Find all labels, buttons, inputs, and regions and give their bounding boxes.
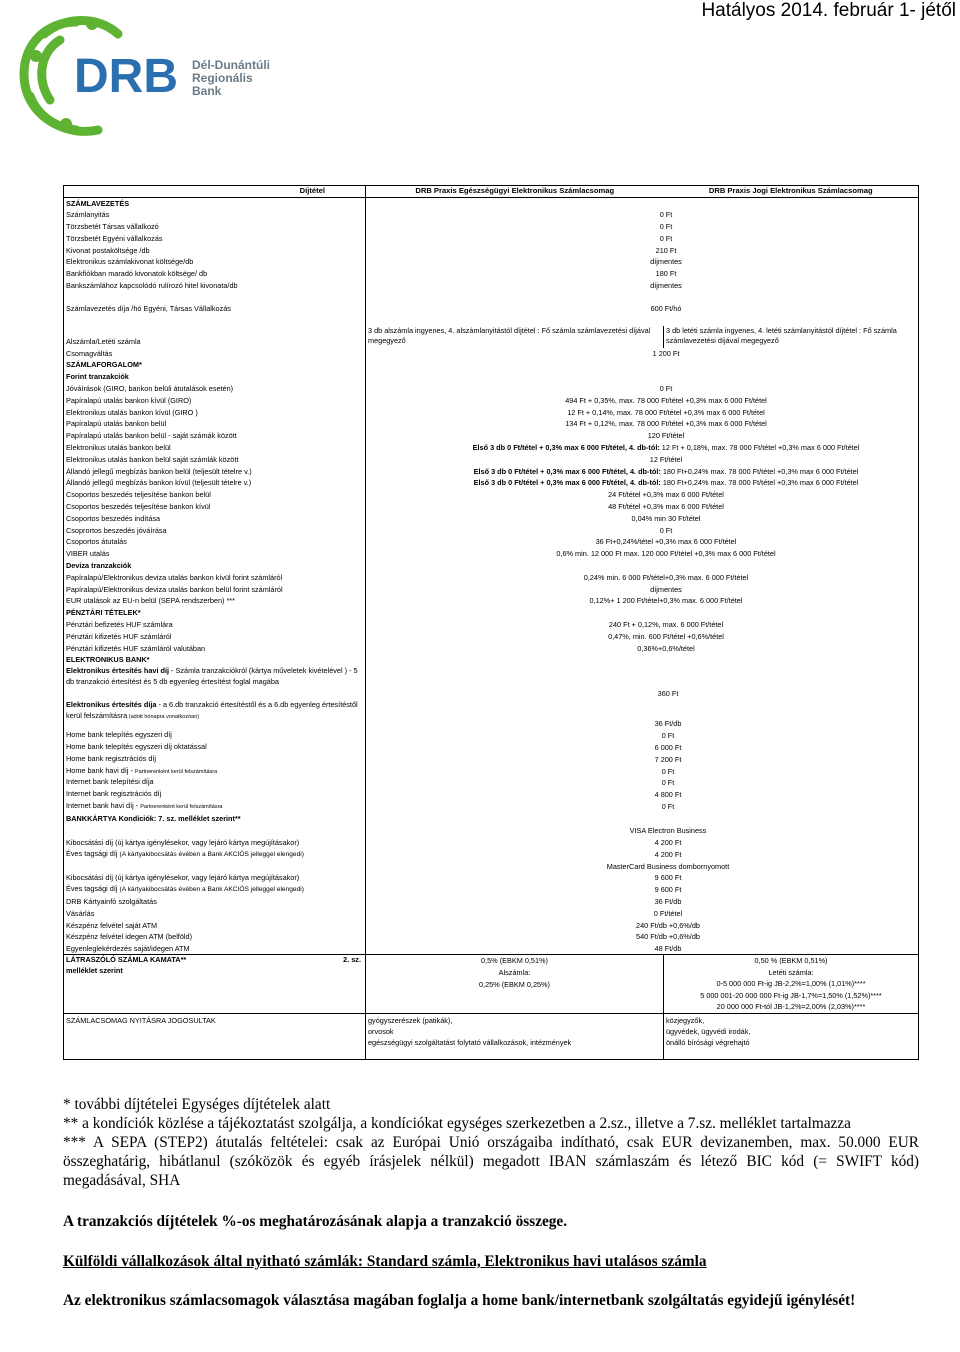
fee-label: Készpénz felvétel saját ATM [64,920,366,932]
table-row [64,920,919,932]
fee-label: Internet bank telepítési díja [64,777,366,789]
fee-value: 0,12%+ 1 200 Ft/tétel+0,3% max. 6 000 Ft/tétel [589,596,743,606]
validity-date: Hatályos 2014. február 1- jétől [701,0,956,21]
fee-value: 0 Ft [661,801,675,811]
table-row [64,643,919,655]
fee-value: 360 Ft [657,689,679,699]
fee-value: Első 3 db 0 Ft/tétel + 0,3% max 6 000 Ft/tétel, 4. db-tól: 12 Ft + 0,18%, max. 78 000 Ft/tétel +0,3% max 6 000 Ft/tétel [472,443,860,453]
cell [664,359,919,371]
cell [664,813,919,825]
fee-label: Kibocsátási díj (új kártya igénylésekor, vagy lejáró kártya megújításakor) [64,872,366,884]
fee-value: 0 Ft [659,233,673,243]
table-row [64,407,919,419]
footnote-3: *** A SEPA (STEP2) átutalás feltételei: csak az Európai Unió országaiba indítható, csak EUR devizanemben, max. 50.000 EUR összeghatárig, hibátlanul (szóközök és egyéb írásjelek nélkül) megadott IBAN számlaszám és létező BIC kód (= SWIFT kód) megadásával, SHA [63,1134,919,1189]
table-row [64,268,919,280]
table-row [64,931,919,943]
fee-label [64,825,366,837]
table-row [64,584,919,596]
fee-label: Home bank regisztrációs díj [64,754,366,766]
table-row [64,430,919,442]
cell [664,560,919,572]
fee-label: Bankszámlához kapcsolódó rulírozó hitel kivonata/db [64,280,366,292]
fee-label: Csoprortos beszedés jóváírása [64,525,366,537]
fee-value: 48 Ft/db [654,943,682,953]
fee-value: 540 Ft/db +0,6%/db [636,932,700,942]
fee-value-health: 3 db alszámla ingyenes, 4. alszámlanyitástól díjtétel : Fő számla számlavezetési díjával megegyező [368,325,651,346]
bank-name: Dél-Dunántúli Regionális Bank [192,58,270,98]
fee-label: Számlavezetés díja /hó Egyéni, Társas Vállalkozás [64,303,366,315]
table-row [64,955,919,1014]
table-row [64,860,919,872]
ebank-requirement-note: Az elektronikus számlacsomagok választása magában foglalja a home bank/internetbank szolgáltatás egyidejű igénylését! [63,1292,856,1309]
fee-label: EUR utalások az EU-n belül (SEPA rendszerben) *** [64,595,366,607]
fee-value: 0,24% min. 6 000 Ft/tétel+0,3% max. 6 000 Ft/tétel [583,572,749,582]
column-header: DRB Praxis Egészségügyi Elektronikus Számlacsomag [366,186,664,198]
cell [366,607,664,619]
fee-value: 0 Ft [661,766,675,776]
table-row [64,837,919,849]
fee-value: díjmentes [650,584,682,594]
fee-label: Kivonat postaköltsége /db [64,245,366,257]
table-row [64,896,919,908]
fee-label: Bankfiókban maradó kivonatok költsége/ db [64,268,366,280]
fee-value: 210 Ft [655,245,677,255]
fee-value: 12 Ft + 0,14%, max. 78 000 Ft/tétel +0,3% max 6 000 Ft/tétel [567,407,765,417]
fee-value: 240 Ft/db +0,6%/db [636,920,700,930]
fee-value: 4 200 Ft [654,837,682,847]
table-row [64,466,919,478]
table-row [64,303,919,315]
fee-label: SZÁMLACSOMAG NYITÁSRA JOGOSULTAK [64,1013,366,1059]
table-row [64,209,919,221]
fee-value: 4 200 Ft [654,849,682,859]
fee-label: DRB Kártyainfó szolgáltatás [64,896,366,908]
fee-label: Papíralapú utalás bankon kívül (GIRO) [64,395,366,407]
cell [64,292,366,303]
cell [664,292,919,303]
column-header: DRB Praxis Jogi Elektronikus Számlacsomag [664,186,919,198]
table-row [64,536,919,548]
section-heading: ELEKTRONIKUS BANK* [64,654,366,666]
fee-value: 36 Ft/db [654,896,682,906]
fee-value: 0 Ft [659,525,673,535]
table-row [64,326,919,348]
foreign-accounts-note: Külföldi vállalkozások által nyitható számlák: Standard számla, Elektronikus havi utalásos számla [63,1253,707,1270]
table-row [64,943,919,955]
table-row [64,700,919,730]
table-row [64,825,919,837]
fee-value: 9 600 Ft [654,885,682,895]
svg-text:DRB: DRB [74,50,178,103]
table-row [64,607,919,619]
fee-label: Számlanyitás [64,209,366,221]
table-row [64,198,919,210]
cell [366,813,664,825]
fee-label: Papíralapú/Elektronikus deviza utalás bankon belül forint számláról [64,584,366,596]
table-row [64,572,919,584]
fee-label: Kibocsátási díj (új kártya igénylésekor, vagy lejáró kártya megújításakor) [64,837,366,849]
fee-value: 0,04% min 30 Ft/tétel [631,513,701,523]
cell [366,198,664,210]
fee-value: 120 Ft/tétel [647,431,685,441]
fee-label: Éves tagsági díj (A kártyakibocsátás évében a Bank AKCIÓS jelleggel elengedi) [64,884,366,896]
fee-label: VIBER utalás [64,548,366,560]
fee-value: 0,47%, min. 600 Ft/tétel +0,6%/tétel [608,631,724,641]
fee-value: Első 3 db 0 Ft/tétel + 0,3% max 6 000 Ft/tétel, 4. db-tól: 180 Ft+0,24% max. 78 000 Ft/tétel +0,3% max 6 000 Ft/tétel [473,478,859,488]
table-row [64,525,919,537]
fee-value: 180 Ft [655,269,677,279]
fee-label: Papíralapú/Elektronikus deviza utalás bankon kívül forint számláról [64,572,366,584]
fee-label: Állandó jellegű megbízás bankon kívül (teljesült tételre v.) [64,477,366,489]
table-row [64,801,919,813]
fee-value-legal: 3 db letéti számla ingyenes, 4. letéti számlanyitástól díjtétel : Fő számla számlavezetési díjával megegyező [664,326,919,348]
table-row [64,442,919,454]
section-heading: SZÁMLAVEZETÉS [64,198,366,210]
table-row [64,454,919,466]
table-row [64,418,919,430]
table-row [64,383,919,395]
fee-value: 0 Ft [661,778,675,788]
fee-label: LÁTRASZÓLÓ SZÁMLA KAMATA** 2. sz. melléklet szerint [64,955,366,1014]
table-row [64,813,919,825]
fee-label: Törzsbetét Társas vállalkozó [64,221,366,233]
table-row [64,872,919,884]
table-row [64,315,919,326]
table-row [64,1013,919,1059]
fee-value: 36 Ft/db [654,719,682,729]
fee-label: Törzsbetét Egyéni vállalkozás [64,233,366,245]
table-row [64,789,919,801]
footnote-1: * további díjtételei Egységes díjtételek alatt [63,1096,331,1113]
fee-label: Papíralapú utalás bankon belül - saját számák között [64,430,366,442]
fee-value: Első 3 db 0 Ft/tétel + 0,3% max 6 000 Ft/tétel, 4. db-tól: 180 Ft+0,24% max. 78 000 Ft/tétel +0,3% max 6 000 Ft/tétel [473,466,859,476]
fee-value: 0,36%+0,6%/tétel [637,643,695,653]
fee-label [64,860,366,872]
cell [366,654,664,666]
fee-value: 0 Ft [659,222,673,232]
table-row [64,548,919,560]
table-row [64,849,919,861]
cell [664,198,919,210]
fee-label: Elektronikus utalás bankon kívül (GIRO ) [64,407,366,419]
table-row [64,742,919,754]
eligible-health: gyógyszerészek (patikák), orvosok egészségügyi szolgáltatást folytató vállalkozások, intézmények [366,1013,664,1059]
fee-value: VISA Electron Business [629,825,707,835]
fee-label: Pénztári kifizetés HUF számláról [64,631,366,643]
fee-value: 0,6% min. 12 000 Ft max. 120 000 Ft/tétel +0,3% max 6 000 Ft/tétel [556,549,776,559]
fee-value: 134 Ft + 0,12%, max. 78 000 Ft/tétel +0,3% max 6 000 Ft/tétel [565,419,767,429]
cell [366,315,664,326]
lending-health: 0,5% (EBKM 0,51%) Alszámla: 0,25% (EBKM 0,25%) [366,955,664,1014]
table-row [64,221,919,233]
section-heading: Deviza tranzakciók [64,560,366,572]
footnotes [63,1095,919,1310]
fee-label: Csoportos beszedés teljesítése bankon kívül [64,501,366,513]
fee-value: 494 Ft + 0,35%, max. 78 000 Ft/tétel +0,3% max 6 000 Ft/tétel [565,395,767,405]
fee-label: Home bank telepítés egyszeri díj oktatással [64,742,366,754]
table-row [64,666,919,700]
table-row [64,359,919,371]
cell [366,371,664,383]
cell [664,315,919,326]
fee-value: 4 800 Ft [654,790,682,800]
fee-label: Internet bank regisztrációs díj [64,789,366,801]
cell [64,315,366,326]
cell [664,654,919,666]
fee-label: Elektronikus értesítés havi díj - Számla tranzakciókról (kártya műveletek kivételével ) - 5 db tranzakció értesítést és 5 db egyenleg értesítést foglal magába [64,666,366,700]
table-row [64,477,919,489]
table-row [64,348,919,360]
column-header: Díjtétel [64,186,366,198]
table-row [64,619,919,631]
fee-label: Alszámla/Letéti számla [64,326,366,348]
fee-label: Pénztári befizetés HUF számlára [64,619,366,631]
table-row [64,777,919,789]
fee-label: Csoportos beszedés teljesítése bankon belül [64,489,366,501]
fee-label: Csoportos beszedés indítása [64,513,366,525]
fee-value: díjmentes [650,281,682,291]
table-row [64,256,919,268]
fee-label: Elektronikus utalás bankon belül saját számlák között [64,454,366,466]
fee-label: Csoportos átutalás [64,536,366,548]
table-row [64,754,919,766]
fee-value: 9 600 Ft [654,873,682,883]
table-row [64,489,919,501]
cell [664,371,919,383]
fee-label: Papíralapú utalás bankon belül [64,418,366,430]
table-row [64,371,919,383]
table-row [64,513,919,525]
cell [366,292,664,303]
fee-value: 1 200 Ft [652,348,680,358]
fee-label: Elektronikus utalás bankon belül [64,442,366,454]
fee-label: Pénztári kifizetés HUF számláról valutában [64,643,366,655]
fee-value: MasterCard Business dombornyomott [606,861,730,871]
section-heading: BANKKÁRTYA Kondíciók: 7. sz. melléklet szerint** [64,813,366,825]
fee-label: Home bank telepítés egyszeri díj [64,730,366,742]
fee-value: 600 Ft/hó [650,303,682,313]
cell [366,560,664,572]
fee-value: 48 Ft/tétel +0,3% max 6 000 Ft/tétel [608,502,724,512]
cell [366,359,664,371]
table-row [64,501,919,513]
table-row [64,280,919,292]
cell [664,607,919,619]
fee-value: 240 Ft + 0,12%, max. 6 000 Ft/tétel [608,620,724,629]
lending-legal: 0,50 % (EBKM 0,51%) Letéti számla: 0-5 000 000 Ft-ig JB-2,2%=1,00% (1,01%)**** 5 000 001-20 000 000 Ft-ig JB-1,7%=1,50% (1,52%)**** 20 000 000 Ft-tól JB-1,2%=2,00% (2,03%)**** [664,955,919,1014]
table-row [64,245,919,257]
eligible-legal: közjegyzők, ügyvédek, ügyvédi irodák, önálló bírósági végrehajtó [664,1013,919,1059]
section-heading: PÉNZTÁRI TÉTELEK* [64,607,366,619]
fee-value: 0 Ft [659,210,673,220]
table-header [64,186,919,198]
fee-value: 12 Ft/tétel [649,454,683,464]
fee-value: 0 Ft [661,731,675,741]
fee-value: 24 Ft/tétel +0,3% max 6 000 Ft/tétel [608,490,724,500]
fee-label: Állandó jellegű megbízás bankon belül (teljesült tételre v.) [64,466,366,478]
transaction-basis-note: A tranzakciós díjtételek %-os meghatározásának alapja a tranzakció összege. [63,1213,568,1230]
table-row [64,595,919,607]
table-row [64,292,919,303]
table-row [64,233,919,245]
fee-table [63,185,919,1060]
fee-value: 36 Ft+0,24%/tétel +0,3% max 6 000 Ft/tétel [595,537,737,547]
fee-label: Elektronikus számlakivonat költsége/db [64,256,366,268]
table-row [64,631,919,643]
footnote-2: ** a kondíciók közlése a tájékoztatást szolgálja, a kondíciókat egységes szerkezetben a 2.sz., illetve a 7.sz. melléklet tartalmazza [63,1115,851,1132]
fee-label: Elektronikus értesítés díja - a 6.db tranzakció értesítéstől és a 6.db egyenleg értesítéstől kerül felszámításra (adott hónapra vonatkozóan) [64,700,366,730]
fee-label: Internet bank havi díj - Partnerenként kerül felszámításra [64,801,366,813]
fee-label: Éves tagsági díj (A kártyakibocsátás évében a Bank AKCIÓS jelleggel elengedi) [64,849,366,861]
table-row [64,560,919,572]
table-row [64,884,919,896]
drb-logo [6,4,270,144]
fee-label: Home bank havi díj - Partnerenként kerül felszámításra [64,766,366,778]
fee-value: 0 Ft/tétel [653,908,683,918]
fee-label: Csomagváltás [64,348,366,360]
fee-value: díjmentes [650,257,682,267]
table-row [64,766,919,778]
table-row [64,730,919,742]
fee-label: Egyenleglekérdezés saját/idegen ATM [64,943,366,955]
section-heading: SZÁMLAFORGALOM* [64,359,366,371]
fee-value: 7 200 Ft [654,754,682,764]
fee-label: Jóváírások (GIRO, bankon belüli átutalások esetén) [64,383,366,395]
section-heading: Forint tranzakciók [64,371,366,383]
fee-label: Vásárlás [64,908,366,920]
table-row [64,395,919,407]
fee-value: 6 000 Ft [654,742,682,752]
fee-label: Készpénz felvétel idegen ATM (belföld) [64,931,366,943]
fee-value: 0 Ft [659,384,673,394]
table-row [64,908,919,920]
table-row [64,654,919,666]
